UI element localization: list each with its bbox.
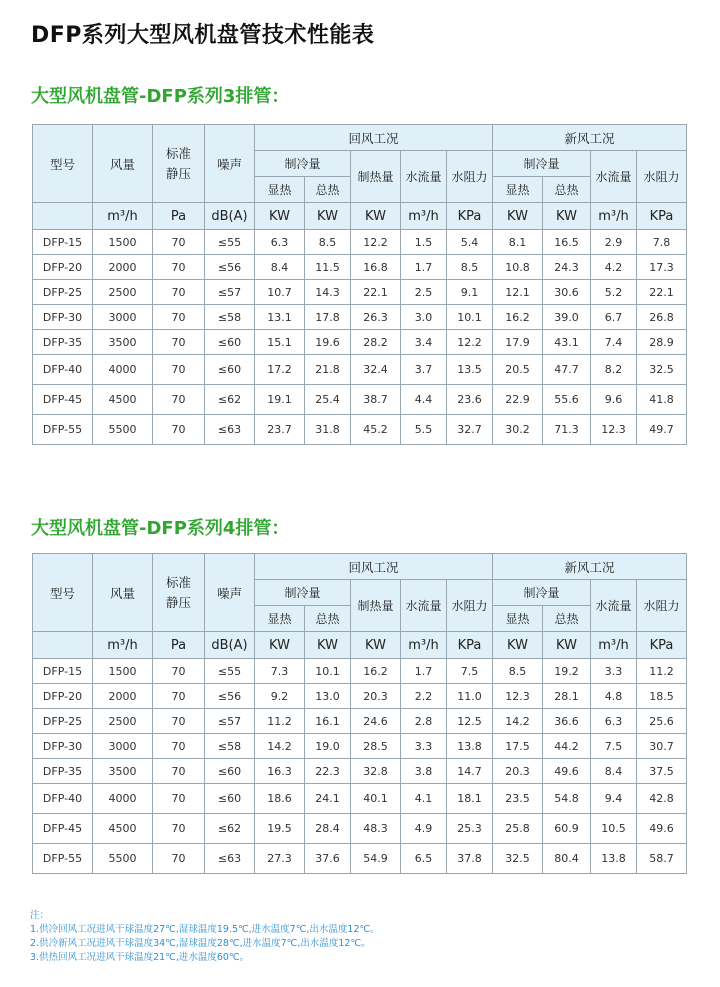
- table-row: [33, 230, 687, 255]
- cell-fresh-sensible: 16.2: [493, 305, 543, 330]
- cell-fresh-water-flow: 7.5: [591, 734, 637, 759]
- cell-fresh-total: 30.6: [543, 280, 591, 305]
- cell-static-pressure: 70: [153, 784, 205, 814]
- unit-fresh-water-flow: m³/h: [591, 203, 637, 230]
- cell-heating: 16.2: [351, 659, 401, 684]
- cell-water-flow: 3.4: [401, 330, 447, 355]
- cell-airflow: 4000: [93, 784, 153, 814]
- cell-static-pressure: 70: [153, 230, 205, 255]
- cell-water-flow: 3.8: [401, 759, 447, 784]
- cell-static-pressure: 70: [153, 684, 205, 709]
- cell-return-sensible: 15.1: [255, 330, 305, 355]
- cell-heating: 16.8: [351, 255, 401, 280]
- cell-return-sensible: 23.7: [255, 415, 305, 445]
- cell-fresh-sensible: 20.5: [493, 355, 543, 385]
- header-water-flow: 水流量: [401, 580, 447, 632]
- cell-static-pressure: 70: [153, 305, 205, 330]
- cell-fresh-total: 43.1: [543, 330, 591, 355]
- cell-fresh-total: 71.3: [543, 415, 591, 445]
- cell-water-resistance: 25.3: [447, 814, 493, 844]
- cell-fresh-water-flow: 8.4: [591, 759, 637, 784]
- cell-fresh-water-flow: 9.4: [591, 784, 637, 814]
- cell-water-flow: 3.3: [401, 734, 447, 759]
- cell-return-total: 16.1: [305, 709, 351, 734]
- cell-noise: ≤60: [205, 355, 255, 385]
- cell-return-sensible: 16.3: [255, 759, 305, 784]
- cell-heating: 28.5: [351, 734, 401, 759]
- cell-model: DFP-25: [33, 709, 93, 734]
- table-row: [33, 684, 687, 709]
- cell-fresh-sensible: 17.5: [493, 734, 543, 759]
- cell-static-pressure: 70: [153, 385, 205, 415]
- cell-return-sensible: 18.6: [255, 784, 305, 814]
- unit-fresh-water-resistance: KPa: [637, 203, 687, 230]
- cell-water-resistance: 11.0: [447, 684, 493, 709]
- cell-water-resistance: 9.1: [447, 280, 493, 305]
- header-noise: 噪声: [205, 125, 255, 203]
- cell-static-pressure: 70: [153, 659, 205, 684]
- cell-return-total: 24.1: [305, 784, 351, 814]
- cell-fresh-water-resistance: 17.3: [637, 255, 687, 280]
- cell-heating: 12.2: [351, 230, 401, 255]
- header-fresh-sensible: 显热: [493, 606, 543, 632]
- unit-model-blank: [33, 203, 93, 230]
- cell-water-resistance: 12.2: [447, 330, 493, 355]
- cell-fresh-sensible: 25.8: [493, 814, 543, 844]
- header-sensible: 显热: [255, 606, 305, 632]
- note-2: 2.供冷新风工况进风干球温度34℃,湿球温度28℃,进水温度7℃,出水温度12℃。: [30, 938, 371, 949]
- header-fresh-water-resistance: 水阻力: [637, 151, 687, 203]
- cell-fresh-sensible: 32.5: [493, 844, 543, 874]
- cell-heating: 24.6: [351, 709, 401, 734]
- cell-model: DFP-20: [33, 255, 93, 280]
- cell-fresh-water-flow: 7.4: [591, 330, 637, 355]
- header-airflow: 风量: [93, 554, 153, 632]
- cell-return-total: 37.6: [305, 844, 351, 874]
- cell-model: DFP-25: [33, 280, 93, 305]
- cell-model: DFP-35: [33, 330, 93, 355]
- unit-airflow: m³/h: [93, 632, 153, 659]
- header-heating: 制热量: [351, 151, 401, 203]
- unit-heating: KW: [351, 203, 401, 230]
- cell-noise: ≤55: [205, 230, 255, 255]
- header-static-pressure: 标准 静压: [153, 125, 205, 203]
- cell-heating: 54.9: [351, 844, 401, 874]
- cell-fresh-sensible: 30.2: [493, 415, 543, 445]
- cell-fresh-total: 28.1: [543, 684, 591, 709]
- header-fresh-water-resistance: 水阻力: [637, 580, 687, 632]
- cell-return-total: 11.5: [305, 255, 351, 280]
- cell-water-resistance: 5.4: [447, 230, 493, 255]
- cell-model: DFP-30: [33, 734, 93, 759]
- cell-fresh-water-flow: 12.3: [591, 415, 637, 445]
- cell-heating: 48.3: [351, 814, 401, 844]
- cell-fresh-total: 36.6: [543, 709, 591, 734]
- cell-return-sensible: 10.7: [255, 280, 305, 305]
- cell-water-resistance: 14.7: [447, 759, 493, 784]
- cell-fresh-sensible: 10.8: [493, 255, 543, 280]
- cell-return-total: 21.8: [305, 355, 351, 385]
- cell-fresh-water-resistance: 49.6: [637, 814, 687, 844]
- header-heating: 制热量: [351, 580, 401, 632]
- cell-return-total: 22.3: [305, 759, 351, 784]
- table-row: [33, 844, 687, 874]
- header-fresh-sensible: 显热: [493, 177, 543, 203]
- cell-return-total: 31.8: [305, 415, 351, 445]
- cell-return-total: 28.4: [305, 814, 351, 844]
- cell-fresh-total: 19.2: [543, 659, 591, 684]
- unit-fresh-water-flow: m³/h: [591, 632, 637, 659]
- cell-return-total: 8.5: [305, 230, 351, 255]
- cell-fresh-total: 16.5: [543, 230, 591, 255]
- unit-pressure: Pa: [153, 632, 205, 659]
- table-row: [33, 709, 687, 734]
- cell-model: DFP-15: [33, 230, 93, 255]
- cell-fresh-water-resistance: 25.6: [637, 709, 687, 734]
- cell-model: DFP-15: [33, 659, 93, 684]
- cell-water-flow: 2.8: [401, 709, 447, 734]
- unit-water-resistance: KPa: [447, 632, 493, 659]
- cell-noise: ≤56: [205, 684, 255, 709]
- cell-airflow: 3000: [93, 734, 153, 759]
- cell-return-sensible: 6.3: [255, 230, 305, 255]
- cell-heating: 32.4: [351, 355, 401, 385]
- notes: [30, 909, 380, 965]
- cell-fresh-water-flow: 5.2: [591, 280, 637, 305]
- cell-static-pressure: 70: [153, 844, 205, 874]
- table-row: [33, 280, 687, 305]
- cell-fresh-water-resistance: 58.7: [637, 844, 687, 874]
- table-row: [33, 385, 687, 415]
- cell-noise: ≤63: [205, 415, 255, 445]
- cell-return-total: 25.4: [305, 385, 351, 415]
- cell-noise: ≤60: [205, 759, 255, 784]
- cell-noise: ≤62: [205, 814, 255, 844]
- cell-heating: 40.1: [351, 784, 401, 814]
- cell-heating: 45.2: [351, 415, 401, 445]
- cell-return-sensible: 7.3: [255, 659, 305, 684]
- cell-airflow: 4500: [93, 385, 153, 415]
- header-water-flow: 水流量: [401, 151, 447, 203]
- header-water-resistance: 水阻力: [447, 580, 493, 632]
- cell-airflow: 1500: [93, 230, 153, 255]
- header-total: 总热: [305, 177, 351, 203]
- cell-heating: 28.2: [351, 330, 401, 355]
- cell-return-total: 19.6: [305, 330, 351, 355]
- cell-fresh-total: 54.8: [543, 784, 591, 814]
- cell-static-pressure: 70: [153, 280, 205, 305]
- cell-static-pressure: 70: [153, 734, 205, 759]
- page-title: DFP系列大型风机盘管技术性能表: [31, 23, 375, 48]
- cell-fresh-water-resistance: 22.1: [637, 280, 687, 305]
- header-fresh-cooling: 制冷量: [493, 151, 591, 177]
- unit-sensible: KW: [255, 203, 305, 230]
- cell-fresh-total: 55.6: [543, 385, 591, 415]
- header-fresh-water-flow: 水流量: [591, 151, 637, 203]
- cell-fresh-water-flow: 9.6: [591, 385, 637, 415]
- cell-return-sensible: 17.2: [255, 355, 305, 385]
- header-noise: 噪声: [205, 554, 255, 632]
- table-row: [33, 305, 687, 330]
- unit-fresh-sensible: KW: [493, 203, 543, 230]
- note-1: 1.供冷回风工况进风干球温度27℃,湿球温度19.5℃,进水温度7℃,出水温度12℃。: [30, 924, 380, 935]
- cell-heating: 20.3: [351, 684, 401, 709]
- cell-static-pressure: 70: [153, 415, 205, 445]
- cell-return-total: 14.3: [305, 280, 351, 305]
- table-row: [33, 659, 687, 684]
- cell-water-flow: 1.7: [401, 659, 447, 684]
- cell-airflow: 4000: [93, 355, 153, 385]
- cell-airflow: 2000: [93, 684, 153, 709]
- cell-fresh-water-flow: 13.8: [591, 844, 637, 874]
- cell-noise: ≤55: [205, 659, 255, 684]
- cell-water-resistance: 37.8: [447, 844, 493, 874]
- cell-return-sensible: 14.2: [255, 734, 305, 759]
- section-title-3-row: 大型风机盘管-DFP系列3排管：: [31, 86, 290, 107]
- cell-return-sensible: 19.5: [255, 814, 305, 844]
- cell-airflow: 2000: [93, 255, 153, 280]
- cell-water-resistance: 23.6: [447, 385, 493, 415]
- cell-static-pressure: 70: [153, 709, 205, 734]
- cell-water-flow: 4.1: [401, 784, 447, 814]
- cell-noise: ≤57: [205, 280, 255, 305]
- cell-fresh-water-resistance: 28.9: [637, 330, 687, 355]
- cell-fresh-total: 47.7: [543, 355, 591, 385]
- unit-heating: KW: [351, 632, 401, 659]
- cell-water-flow: 2.5: [401, 280, 447, 305]
- cell-return-total: 19.0: [305, 734, 351, 759]
- cell-fresh-sensible: 12.3: [493, 684, 543, 709]
- cell-fresh-water-flow: 8.2: [591, 355, 637, 385]
- cell-model: DFP-35: [33, 759, 93, 784]
- cell-fresh-total: 39.0: [543, 305, 591, 330]
- unit-total: KW: [305, 203, 351, 230]
- cell-noise: ≤57: [205, 709, 255, 734]
- cell-fresh-sensible: 12.1: [493, 280, 543, 305]
- cell-water-flow: 3.0: [401, 305, 447, 330]
- cell-water-flow: 3.7: [401, 355, 447, 385]
- cell-noise: ≤63: [205, 844, 255, 874]
- cell-fresh-water-resistance: 30.7: [637, 734, 687, 759]
- cell-fresh-water-resistance: 7.8: [637, 230, 687, 255]
- cell-airflow: 1500: [93, 659, 153, 684]
- header-fresh-water-flow: 水流量: [591, 580, 637, 632]
- header-fresh-air: 新风工况: [493, 554, 687, 580]
- cell-fresh-water-flow: 4.2: [591, 255, 637, 280]
- note-3: 3.供热回风工况进风干球温度21℃,进水温度60℃。: [30, 952, 250, 963]
- header-fresh-total: 总热: [543, 177, 591, 203]
- cell-static-pressure: 70: [153, 759, 205, 784]
- cell-fresh-sensible: 8.5: [493, 659, 543, 684]
- cell-heating: 26.3: [351, 305, 401, 330]
- cell-fresh-water-flow: 6.7: [591, 305, 637, 330]
- notes-label: 注：: [30, 910, 50, 921]
- cell-noise: ≤60: [205, 330, 255, 355]
- header-airflow: 风量: [93, 125, 153, 203]
- cell-water-flow: 4.4: [401, 385, 447, 415]
- header-model: 型号: [33, 554, 93, 632]
- unit-fresh-total: KW: [543, 632, 591, 659]
- cell-water-flow: 1.7: [401, 255, 447, 280]
- cell-fresh-total: 60.9: [543, 814, 591, 844]
- cell-airflow: 2500: [93, 709, 153, 734]
- cell-return-sensible: 8.4: [255, 255, 305, 280]
- cell-water-flow: 4.9: [401, 814, 447, 844]
- cell-fresh-total: 49.6: [543, 759, 591, 784]
- cell-water-resistance: 18.1: [447, 784, 493, 814]
- unit-fresh-water-resistance: KPa: [637, 632, 687, 659]
- table-row: [33, 734, 687, 759]
- cell-noise: ≤58: [205, 734, 255, 759]
- cell-return-sensible: 27.3: [255, 844, 305, 874]
- cell-return-sensible: 11.2: [255, 709, 305, 734]
- cell-airflow: 3000: [93, 305, 153, 330]
- cell-water-resistance: 7.5: [447, 659, 493, 684]
- cell-airflow: 4500: [93, 814, 153, 844]
- cell-static-pressure: 70: [153, 355, 205, 385]
- header-cooling: 制冷量: [255, 151, 351, 177]
- cell-model: DFP-55: [33, 415, 93, 445]
- cell-noise: ≤56: [205, 255, 255, 280]
- cell-model: DFP-40: [33, 355, 93, 385]
- cell-airflow: 3500: [93, 759, 153, 784]
- unit-fresh-total: KW: [543, 203, 591, 230]
- header-return-air: 回风工况: [255, 554, 493, 580]
- cell-fresh-water-resistance: 41.8: [637, 385, 687, 415]
- unit-noise: dB(A): [205, 632, 255, 659]
- cell-return-sensible: 19.1: [255, 385, 305, 415]
- unit-noise: dB(A): [205, 203, 255, 230]
- cell-fresh-water-flow: 10.5: [591, 814, 637, 844]
- cell-return-total: 10.1: [305, 659, 351, 684]
- unit-sensible: KW: [255, 632, 305, 659]
- table-row: [33, 255, 687, 280]
- cell-water-resistance: 13.5: [447, 355, 493, 385]
- cell-water-flow: 6.5: [401, 844, 447, 874]
- performance-table-3-row: [32, 124, 687, 445]
- cell-water-flow: 1.5: [401, 230, 447, 255]
- performance-table-4-row: [32, 553, 687, 874]
- cell-return-total: 13.0: [305, 684, 351, 709]
- cell-model: DFP-55: [33, 844, 93, 874]
- unit-fresh-sensible: KW: [493, 632, 543, 659]
- header-cooling: 制冷量: [255, 580, 351, 606]
- cell-model: DFP-20: [33, 684, 93, 709]
- cell-fresh-total: 24.3: [543, 255, 591, 280]
- cell-fresh-water-resistance: 37.5: [637, 759, 687, 784]
- cell-heating: 32.8: [351, 759, 401, 784]
- cell-fresh-water-resistance: 32.5: [637, 355, 687, 385]
- cell-fresh-water-flow: 6.3: [591, 709, 637, 734]
- cell-fresh-sensible: 14.2: [493, 709, 543, 734]
- table-row: [33, 415, 687, 445]
- cell-noise: ≤58: [205, 305, 255, 330]
- header-static-pressure: 标准 静压: [153, 554, 205, 632]
- unit-total: KW: [305, 632, 351, 659]
- section-title-4-row: 大型风机盘管-DFP系列4排管：: [31, 518, 290, 539]
- cell-water-resistance: 12.5: [447, 709, 493, 734]
- cell-static-pressure: 70: [153, 814, 205, 844]
- cell-water-flow: 5.5: [401, 415, 447, 445]
- cell-water-resistance: 13.8: [447, 734, 493, 759]
- cell-fresh-sensible: 20.3: [493, 759, 543, 784]
- cell-fresh-water-resistance: 18.5: [637, 684, 687, 709]
- cell-return-sensible: 13.1: [255, 305, 305, 330]
- header-return-air: 回风工况: [255, 125, 493, 151]
- cell-fresh-sensible: 17.9: [493, 330, 543, 355]
- cell-airflow: 3500: [93, 330, 153, 355]
- table-row: [33, 814, 687, 844]
- header-fresh-air: 新风工况: [493, 125, 687, 151]
- cell-water-flow: 2.2: [401, 684, 447, 709]
- cell-model: DFP-40: [33, 784, 93, 814]
- cell-fresh-water-resistance: 42.8: [637, 784, 687, 814]
- cell-fresh-water-flow: 3.3: [591, 659, 637, 684]
- cell-fresh-sensible: 23.5: [493, 784, 543, 814]
- header-sensible: 显热: [255, 177, 305, 203]
- unit-model-blank: [33, 632, 93, 659]
- table-row: [33, 784, 687, 814]
- cell-fresh-sensible: 8.1: [493, 230, 543, 255]
- cell-model: DFP-45: [33, 814, 93, 844]
- table-row: [33, 355, 687, 385]
- cell-fresh-total: 44.2: [543, 734, 591, 759]
- cell-airflow: 2500: [93, 280, 153, 305]
- unit-airflow: m³/h: [93, 203, 153, 230]
- cell-model: DFP-30: [33, 305, 93, 330]
- unit-water-resistance: KPa: [447, 203, 493, 230]
- cell-fresh-water-resistance: 26.8: [637, 305, 687, 330]
- cell-fresh-water-flow: 4.8: [591, 684, 637, 709]
- cell-water-resistance: 32.7: [447, 415, 493, 445]
- cell-fresh-water-resistance: 11.2: [637, 659, 687, 684]
- cell-static-pressure: 70: [153, 330, 205, 355]
- unit-water-flow: m³/h: [401, 632, 447, 659]
- cell-fresh-water-resistance: 49.7: [637, 415, 687, 445]
- cell-fresh-water-flow: 2.9: [591, 230, 637, 255]
- unit-pressure: Pa: [153, 203, 205, 230]
- table-row: [33, 759, 687, 784]
- header-water-resistance: 水阻力: [447, 151, 493, 203]
- table-row: [33, 330, 687, 355]
- cell-airflow: 5500: [93, 415, 153, 445]
- cell-water-resistance: 8.5: [447, 255, 493, 280]
- cell-fresh-sensible: 22.9: [493, 385, 543, 415]
- cell-static-pressure: 70: [153, 255, 205, 280]
- cell-heating: 22.1: [351, 280, 401, 305]
- unit-water-flow: m³/h: [401, 203, 447, 230]
- cell-model: DFP-45: [33, 385, 93, 415]
- cell-return-sensible: 9.2: [255, 684, 305, 709]
- header-total: 总热: [305, 606, 351, 632]
- cell-airflow: 5500: [93, 844, 153, 874]
- header-model: 型号: [33, 125, 93, 203]
- header-fresh-cooling: 制冷量: [493, 580, 591, 606]
- cell-fresh-total: 80.4: [543, 844, 591, 874]
- cell-water-resistance: 10.1: [447, 305, 493, 330]
- cell-noise: ≤60: [205, 784, 255, 814]
- cell-noise: ≤62: [205, 385, 255, 415]
- cell-return-total: 17.8: [305, 305, 351, 330]
- cell-heating: 38.7: [351, 385, 401, 415]
- header-fresh-total: 总热: [543, 606, 591, 632]
